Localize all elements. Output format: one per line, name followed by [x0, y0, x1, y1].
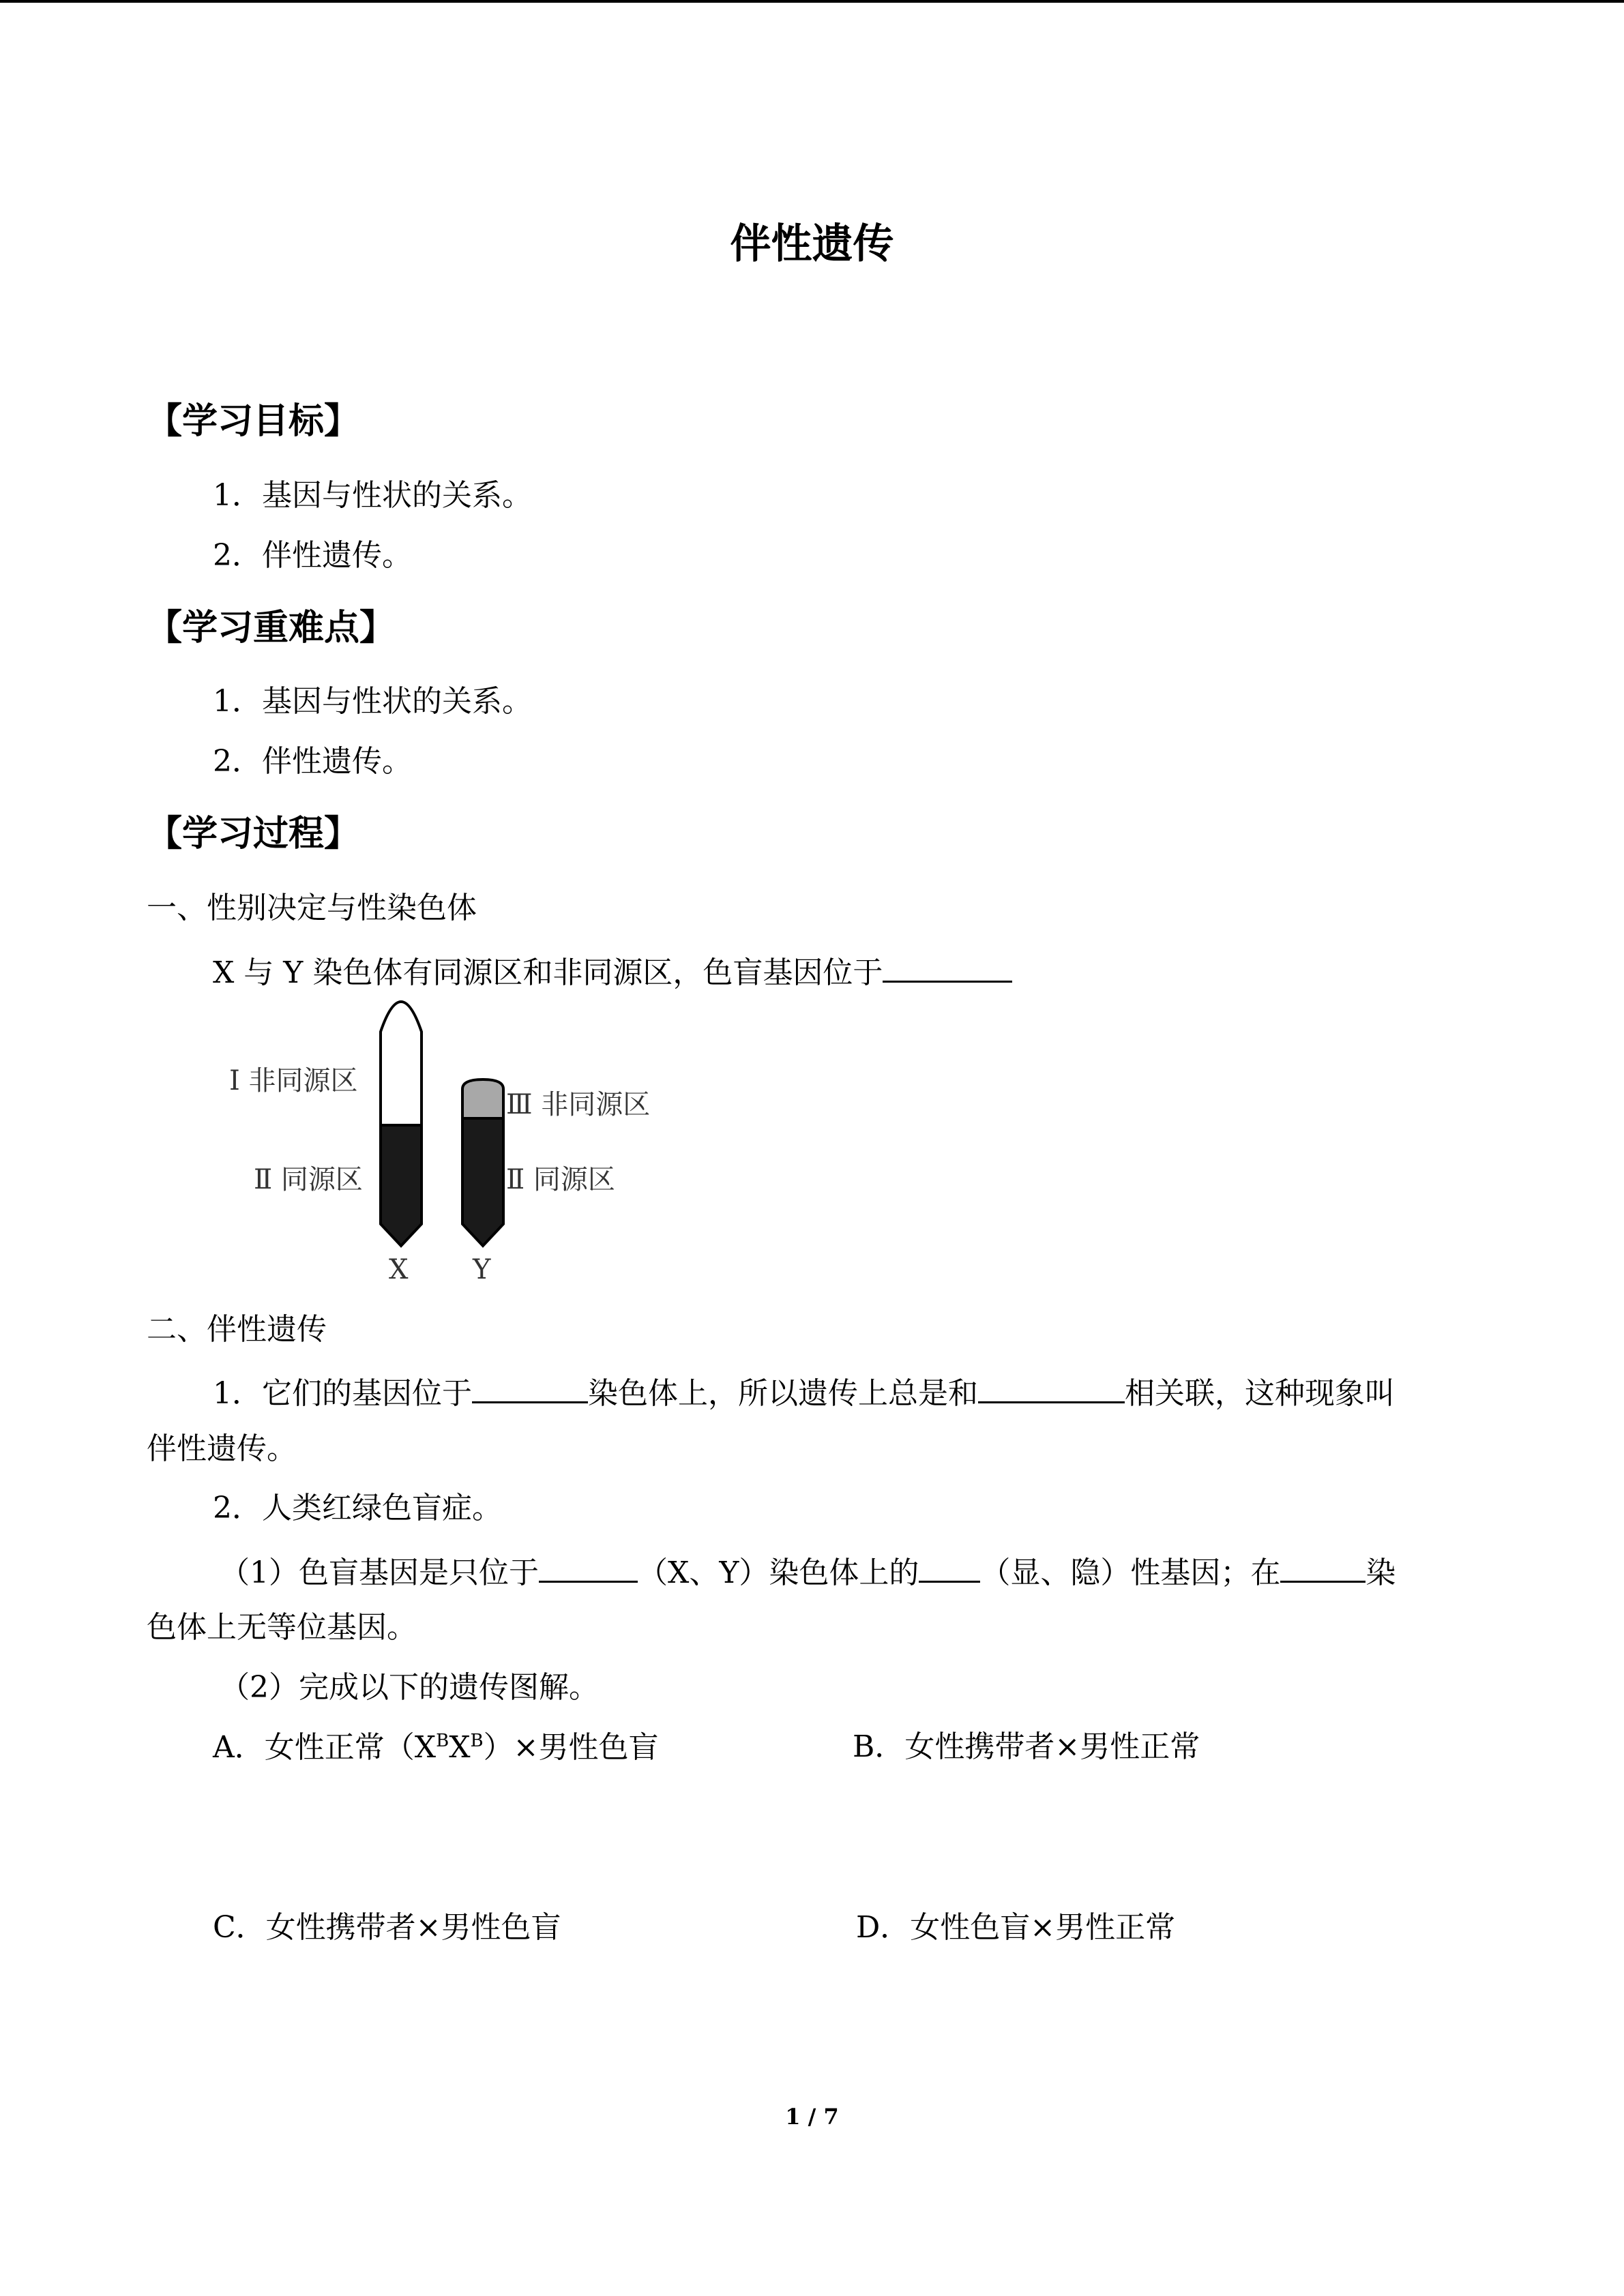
answer-blank[interactable] [539, 1553, 638, 1583]
x-nonhomologous-label: Ⅰ 非同源区 [229, 1065, 358, 1097]
goals-heading: 【学习目标】 [147, 401, 360, 442]
option-c: C．女性携带者×男性色盲 [213, 1910, 561, 1945]
top-border [0, 0, 1624, 3]
option-d: D．女性色盲×男性正常 [856, 1910, 1176, 1945]
key-point-item: 1．基因与性状的关系。 [213, 684, 532, 719]
q2-1-line: （1）色盲基因是只位于 （X、Y）染色体上的 （显、隐）性基因；在 染 [220, 1553, 1396, 1588]
goal-item: 2．伴性遗传。 [213, 538, 412, 573]
process-heading: 【学习过程】 [147, 814, 360, 854]
x-homologous-label: Ⅱ 同源区 [254, 1164, 363, 1195]
page-title: 伴性遗传 [730, 220, 894, 268]
chromosome-diagram [205, 999, 696, 1285]
goal-item: 1．基因与性状的关系。 [213, 478, 532, 513]
q2-1-line-cont: 色体上无等位基因。 [147, 1610, 417, 1645]
y-homologous-label: Ⅱ 同源区 [506, 1164, 615, 1195]
part1-heading: 一、性别决定与性染色体 [147, 891, 477, 925]
q1-line-cont: 伴性遗传。 [147, 1431, 297, 1466]
key-points-heading: 【学习重难点】 [147, 608, 396, 648]
x-chromosome-white [381, 1002, 422, 1125]
q2-2-line: （2）完成以下的遗传图解。 [220, 1670, 599, 1705]
part1-line1: X 与 Y 染色体有同源区和非同源区，色盲基因位于 [213, 953, 1012, 988]
answer-blank[interactable] [1280, 1553, 1365, 1583]
y-chromosome-label: Y [473, 1254, 491, 1285]
answer-blank[interactable] [978, 1374, 1125, 1403]
page-number: 1 / 7 [785, 2104, 839, 2130]
y-chromosome-black [462, 1118, 503, 1246]
q2-line: 2．人类红绿色盲症。 [213, 1491, 502, 1525]
option-a: A．女性正常$(X^BX^B)\times$男性色盲 [213, 1730, 659, 1765]
key-point-item: 2．伴性遗传。 [213, 744, 412, 779]
chromosome-svg [205, 999, 696, 1285]
answer-blank[interactable] [472, 1374, 588, 1403]
x-chromosome-label: X [389, 1254, 409, 1285]
part2-heading: 二、伴性遗传 [147, 1312, 327, 1347]
y-chromosome-grey [462, 1079, 503, 1118]
y-nonhomologous-label: Ⅲ 非同源区 [506, 1089, 651, 1120]
answer-blank[interactable] [919, 1553, 980, 1583]
answer-blank[interactable] [883, 953, 1012, 983]
option-b: B．女性携带者×男性正常 [853, 1729, 1200, 1764]
q1-line: 1．它们的基因位于 染色体上，所以遗传上总是和 相关联，这种现象叫 [213, 1374, 1395, 1409]
x-chromosome-black [381, 1125, 422, 1246]
